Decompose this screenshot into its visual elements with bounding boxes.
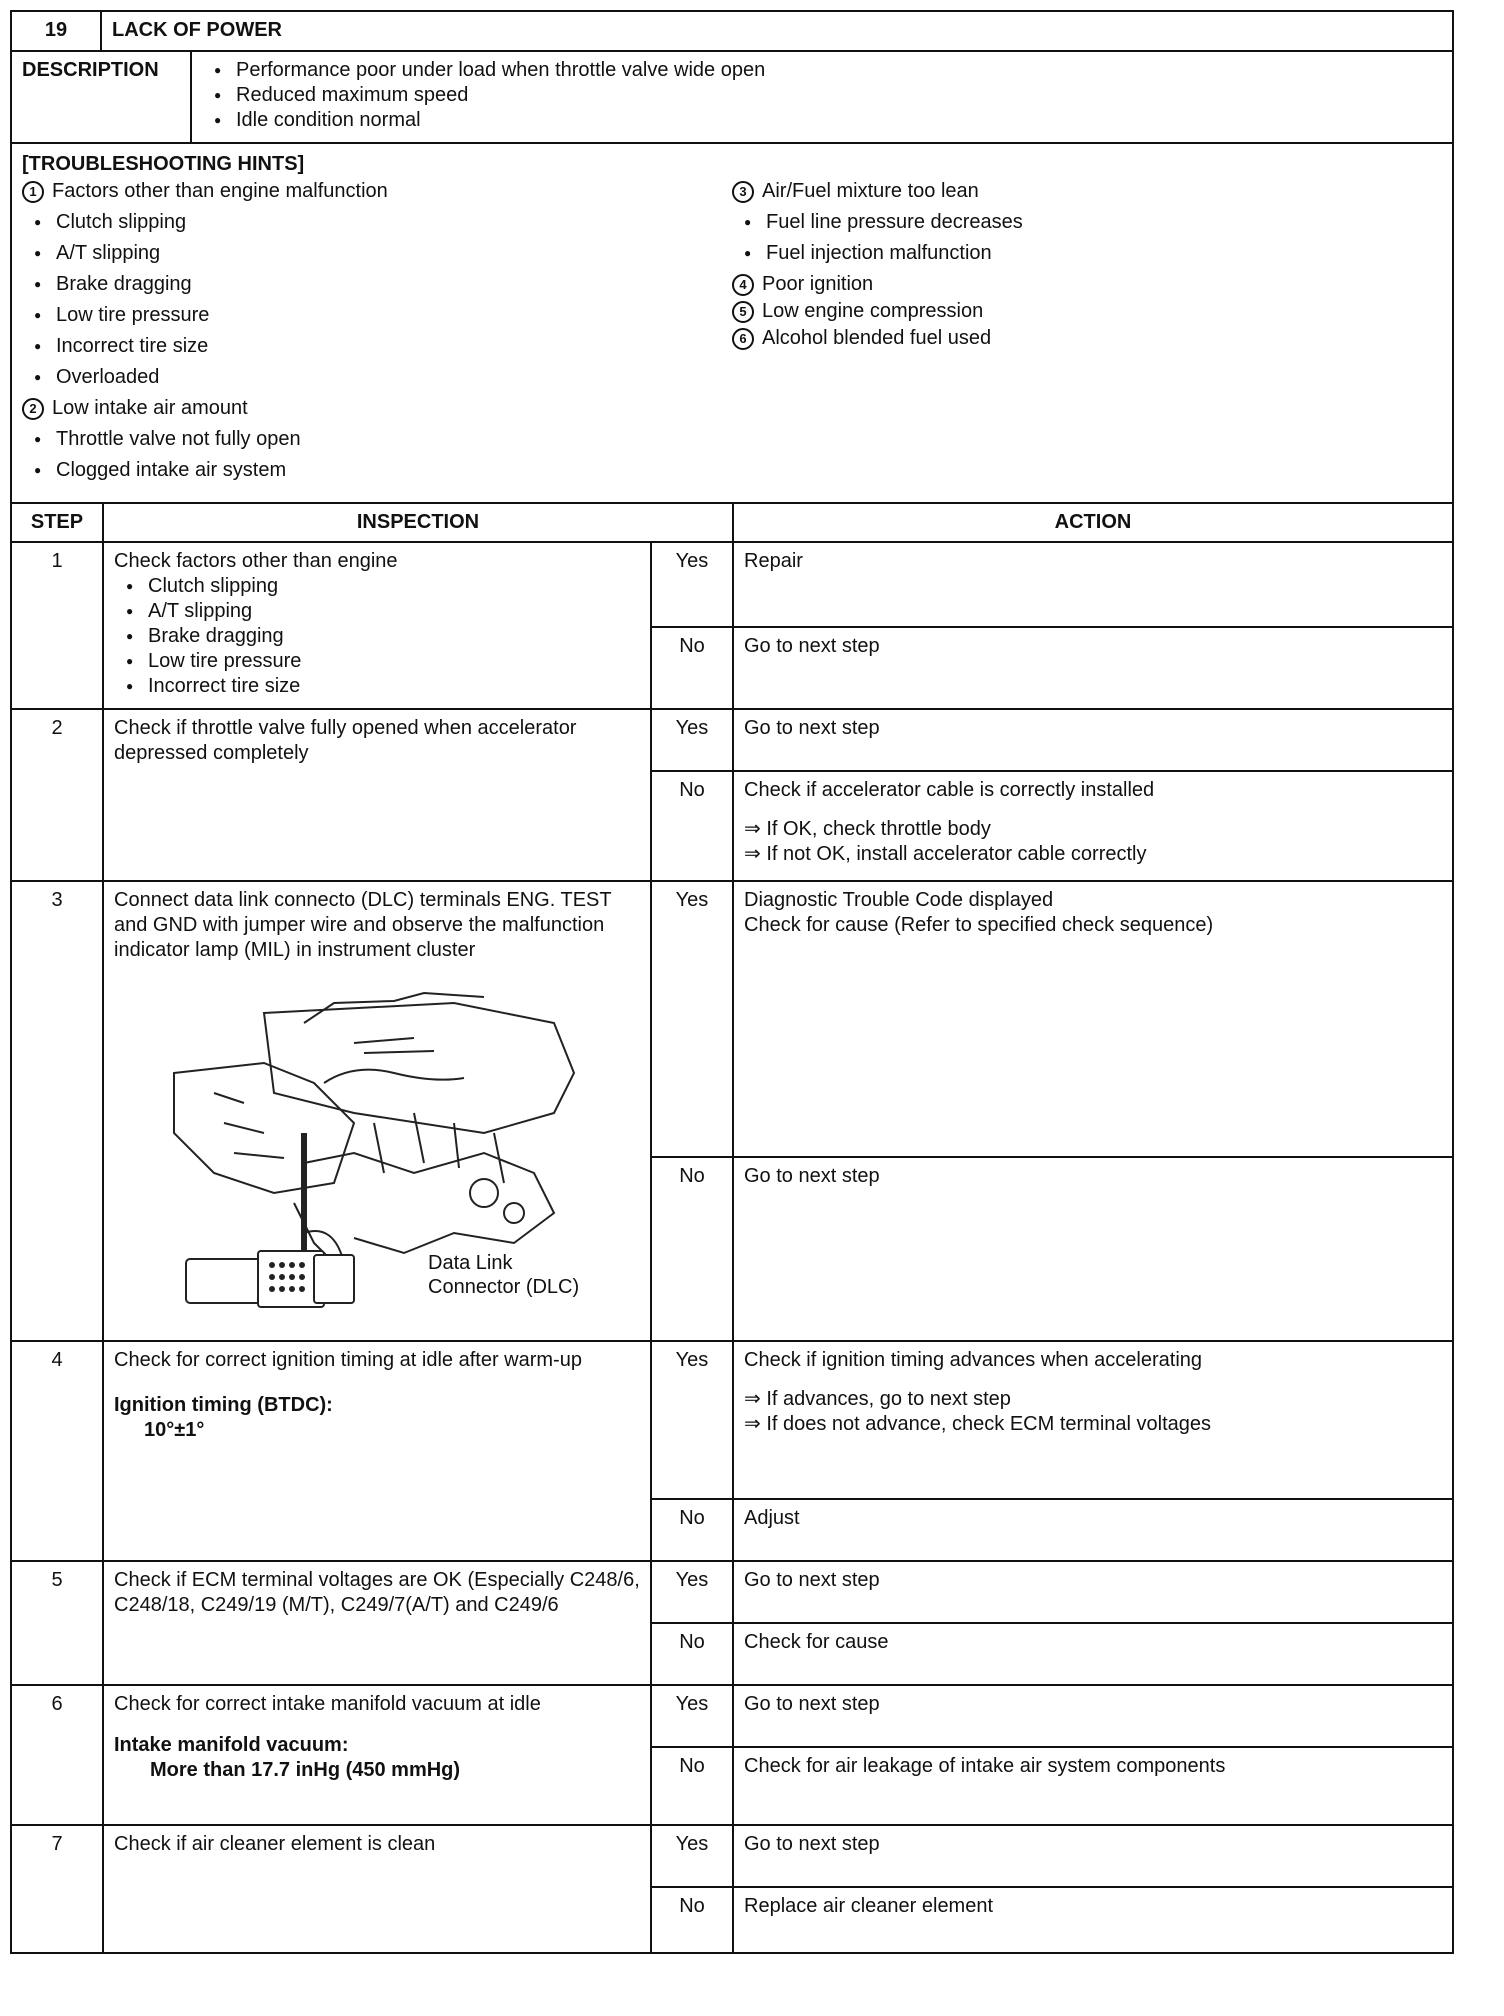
step-number: 4 xyxy=(11,1341,103,1561)
hints-left-column xyxy=(22,177,732,489)
arrow-item: ⇒ If does not advance, check ECM terminal voltages xyxy=(744,1412,1442,1437)
inspection-text: Check if throttle valve fully opened when accelerator depressed completely xyxy=(103,709,651,881)
hint-sublist xyxy=(22,210,732,390)
arrow-item: ⇒ If not OK, install accelerator cable correctly xyxy=(744,842,1442,867)
inspection-bullet: ● A/T slipping xyxy=(114,599,640,624)
description-item: ● Reduced maximum speed xyxy=(202,83,1442,108)
hint-subitem: ● Brake dragging xyxy=(22,272,732,297)
hint-item xyxy=(732,326,1442,351)
inspection-column-header: INSPECTION xyxy=(103,503,733,542)
hints-table xyxy=(10,142,1454,504)
description-table xyxy=(10,50,1454,144)
yes-action: Diagnostic Trouble Code displayed xyxy=(744,889,1054,911)
table-row xyxy=(11,542,1453,627)
table-row xyxy=(11,1561,1453,1623)
hint-subitem: ● Low tire pressure xyxy=(22,303,732,328)
yes-action-cell xyxy=(733,1341,1453,1499)
inspection-cell xyxy=(103,1341,651,1561)
no-action: Check for air leakage of intake air system components xyxy=(733,1747,1453,1825)
step-number: 6 xyxy=(11,1685,103,1825)
hint-text: Alcohol blended fuel used xyxy=(762,327,992,349)
yes-label: Yes xyxy=(651,709,733,771)
no-action: Check if accelerator cable is correctly installed xyxy=(744,779,1155,801)
hint-subitem: ● Throttle valve not fully open xyxy=(22,427,732,452)
dlc-illustration xyxy=(154,983,594,1313)
yes-action: Go to next step xyxy=(733,1825,1453,1887)
yes-action: Repair xyxy=(733,542,1453,627)
circled-number-icon: 2 xyxy=(22,398,44,420)
hint-text: Factors other than engine malfunction xyxy=(52,180,388,202)
circled-number-icon: 5 xyxy=(732,301,754,323)
hint-subitem: ● Clogged intake air system xyxy=(22,458,732,483)
no-label: No xyxy=(651,1623,733,1685)
yes-action: Go to next step xyxy=(733,1561,1453,1623)
yes-label: Yes xyxy=(651,1341,733,1499)
inspection-bullet: ● Low tire pressure xyxy=(114,649,640,674)
no-label: No xyxy=(651,1499,733,1561)
hint-text: Low intake air amount xyxy=(52,397,248,419)
spec-value: 10°±1° xyxy=(144,1419,205,1441)
dlc-caption xyxy=(428,1251,579,1299)
hint-subitem: ● Incorrect tire size xyxy=(22,334,732,359)
steps-table xyxy=(10,502,1454,1954)
arrow-item: ⇒ If advances, go to next step xyxy=(744,1387,1442,1412)
table-row xyxy=(11,1685,1453,1747)
hint-text: Air/Fuel mixture too lean xyxy=(762,180,979,202)
hint-subitem: ● Fuel injection malfunction xyxy=(732,241,1442,266)
circled-number-icon: 3 xyxy=(732,181,754,203)
yes-action: Go to next step xyxy=(733,1685,1453,1747)
inspection-bullets xyxy=(114,574,640,699)
inspection-cell xyxy=(103,542,651,709)
hint-subitem: ● Clutch slipping xyxy=(22,210,732,235)
procedure-number: 19 xyxy=(11,11,101,51)
table-row xyxy=(11,1825,1453,1887)
no-action: Check for cause xyxy=(733,1623,1453,1685)
no-action: Adjust xyxy=(733,1499,1453,1561)
step-number: 1 xyxy=(11,542,103,709)
step-number: 2 xyxy=(11,709,103,881)
no-action-cell xyxy=(733,771,1453,881)
yes-label: Yes xyxy=(651,881,733,1157)
inspection-text: Check if air cleaner element is clean xyxy=(103,1825,651,1953)
spec-label: Ignition timing (BTDC): xyxy=(114,1394,333,1416)
yes-label: Yes xyxy=(651,1825,733,1887)
step-column-header: STEP xyxy=(11,503,103,542)
spec-value: More than 17.7 inHg (450 mmHg) xyxy=(150,1759,461,1781)
table-row xyxy=(11,709,1453,771)
procedure-title: LACK OF POWER xyxy=(101,11,1453,51)
step-number: 7 xyxy=(11,1825,103,1953)
circled-number-icon: 1 xyxy=(22,181,44,203)
hint-subitem: ● A/T slipping xyxy=(22,241,732,266)
arrow-list xyxy=(744,817,1442,867)
yes-action: Go to next step xyxy=(733,709,1453,771)
inspection-bullet: ● Clutch slipping xyxy=(114,574,640,599)
no-label: No xyxy=(651,1747,733,1825)
hint-sublist xyxy=(22,427,732,483)
hint-text: Poor ignition xyxy=(762,273,874,295)
inspection-text: Check if ECM terminal voltages are OK (Especially C248/6, C248/18, C249/19 (M/T), C249/7(A/T) and C249/6 xyxy=(103,1561,651,1685)
circled-number-icon: 4 xyxy=(732,274,754,296)
inspection-text: Check for correct ignition timing at idle after warm-up xyxy=(114,1349,582,1371)
no-action: Replace air cleaner element xyxy=(733,1887,1453,1953)
description-label: DESCRIPTION xyxy=(11,51,191,143)
hint-item xyxy=(732,272,1442,297)
yes-action: Check if ignition timing advances when accelerating xyxy=(744,1349,1203,1371)
hints-right-column xyxy=(732,177,1442,489)
arrow-item: ⇒ If OK, check throttle body xyxy=(744,817,1442,842)
hint-subitem: ● Overloaded xyxy=(22,365,732,390)
yes-label: Yes xyxy=(651,1685,733,1747)
table-row xyxy=(11,881,1453,1157)
hint-sublist xyxy=(732,210,1442,266)
no-label: No xyxy=(651,1887,733,1953)
inspection-text: Check factors other than engine xyxy=(114,550,398,572)
description-list xyxy=(202,58,1442,133)
inspection-cell xyxy=(103,881,651,1341)
yes-label: Yes xyxy=(651,542,733,627)
arrow-list xyxy=(744,1387,1442,1437)
yes-action-detail: Check for cause (Refer to specified check sequence) xyxy=(744,914,1214,936)
spec-label: Intake manifold vacuum: xyxy=(114,1734,349,1756)
yes-action-cell xyxy=(733,881,1453,1157)
yes-label: Yes xyxy=(651,1561,733,1623)
no-action: Go to next step xyxy=(733,1157,1453,1341)
hints-cell xyxy=(11,143,1453,503)
hint-item xyxy=(22,179,732,204)
circled-number-icon: 6 xyxy=(732,328,754,350)
description-item: ● Performance poor under load when throttle valve wide open xyxy=(202,58,1442,83)
hint-item xyxy=(22,396,732,421)
no-label: No xyxy=(651,1157,733,1341)
description-body xyxy=(191,51,1453,143)
hint-item xyxy=(732,179,1442,204)
no-label: No xyxy=(651,627,733,709)
inspection-bullet: ● Incorrect tire size xyxy=(114,674,640,699)
no-action: Go to next step xyxy=(733,627,1453,709)
hints-columns xyxy=(22,177,1442,489)
dlc-caption-line: Data Link xyxy=(428,1252,513,1274)
hint-text: Low engine compression xyxy=(762,300,984,322)
table-row xyxy=(11,1341,1453,1499)
inspection-text: Check for correct intake manifold vacuum at idle xyxy=(114,1693,541,1715)
header-table xyxy=(10,10,1454,52)
inspection-bullet: ● Brake dragging xyxy=(114,624,640,649)
troubleshooting-document xyxy=(10,10,1454,1954)
dlc-caption-line: Connector (DLC) xyxy=(428,1276,580,1298)
inspection-text: Connect data link connecto (DLC) terminals ENG. TEST and GND with jumper wire and observe the malfunction indicator lamp (MIL) in instrument cluster xyxy=(114,889,612,961)
hint-subitem: ● Fuel line pressure decreases xyxy=(732,210,1442,235)
step-number: 5 xyxy=(11,1561,103,1685)
step-number: 3 xyxy=(11,881,103,1341)
no-label: No xyxy=(651,771,733,881)
hint-item xyxy=(732,299,1442,324)
inspection-cell xyxy=(103,1685,651,1825)
description-item: ● Idle condition normal xyxy=(202,108,1442,133)
action-column-header: ACTION xyxy=(733,503,1453,542)
hints-title: [TROUBLESHOOTING HINTS] xyxy=(22,153,305,175)
